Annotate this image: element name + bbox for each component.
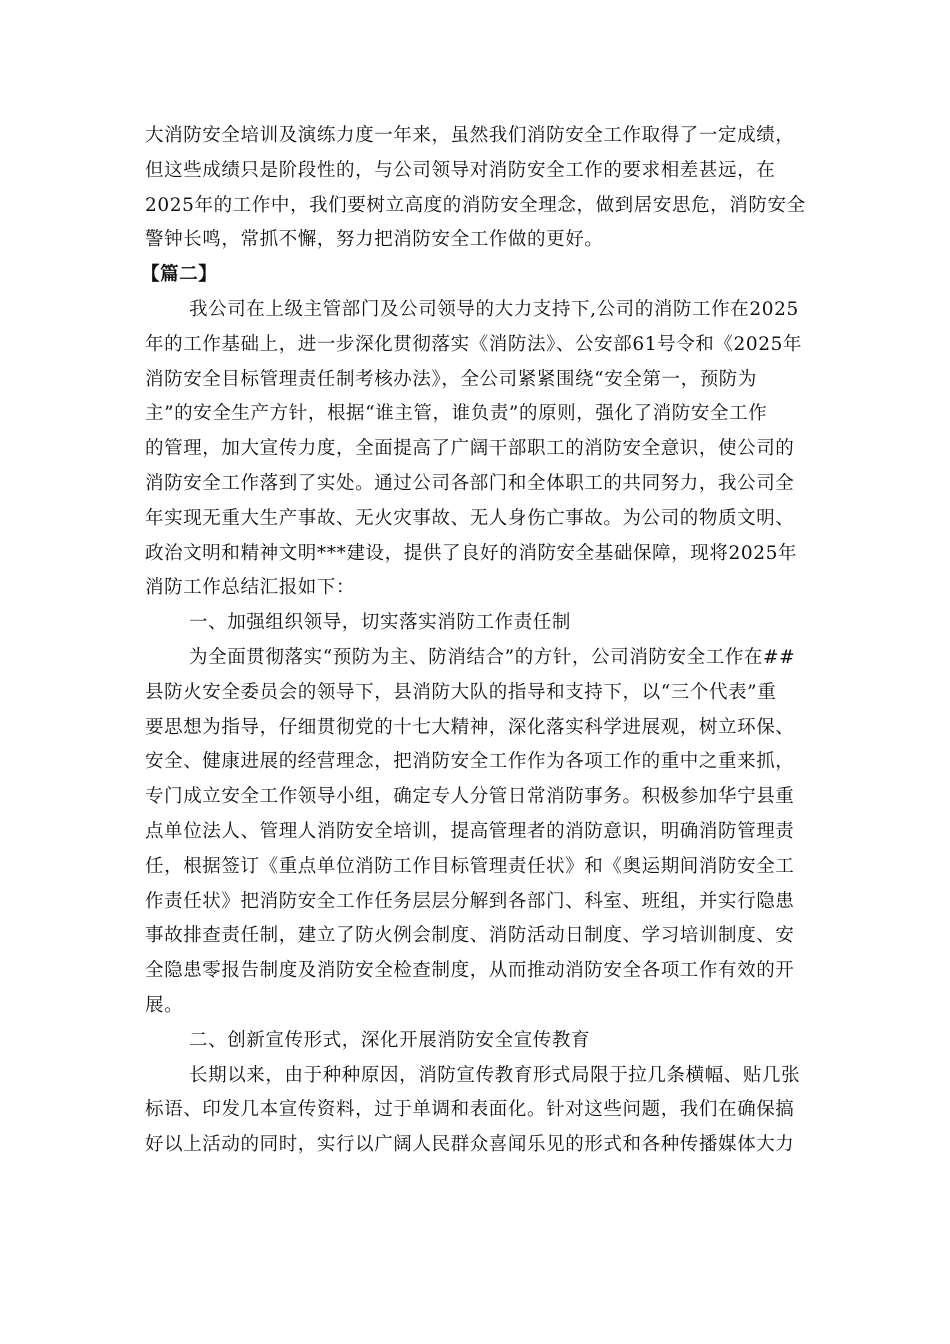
text-line: 年的工作基础上，进一步深化贯彻落实《消防法》、公安部61号令和《2025年	[145, 333, 803, 355]
text-line: 消防安全目标管理责任制考核办法》，全公司紧紧围绕“安全第一，预防为	[145, 368, 758, 390]
text-line: 任，根据签订《重点单位消防工作目标管理责任状》和《奥运期间消防安全工	[145, 855, 795, 877]
text-line: 作责任状》把消防安全工作任务层层分解到各部门、科室、班组，并实行隐患	[145, 890, 795, 912]
text-line: 消防安全工作落到了实处。通过公司各部门和全体职工的共同努力，我公司全	[145, 472, 795, 494]
document-body	[141, 119, 807, 1163]
text-line: 二、创新宣传形式，深化开展消防安全宣传教育	[189, 1029, 591, 1051]
text-line: 2025年的工作中，我们要树立高度的消防安全理念，做到居安思危，消防安全	[145, 194, 806, 216]
text-line: 为全面贯彻落实“预防为主、防消结合”的方针，公司消防安全工作在##	[189, 646, 796, 668]
text-line: 的管理，加大宣传力度，全面提高了广阔干部职工的消防安全意识，使公司的	[145, 438, 795, 460]
text-line: 好以上活动的同时，实行以广阔人民群众喜闻乐见的形式和各种传播媒体大力	[145, 1134, 795, 1156]
text-line: 消防工作总结汇报如下：	[145, 577, 356, 599]
text-line: 标语、印发几本宣传资料，过于单调和表面化。针对这些问题，我们在确保搞	[145, 1099, 795, 1121]
text-line: 一、加强组织领导，切实落实消防工作责任制	[189, 612, 572, 634]
text-line: 县防火安全委员会的领导下，县消防大队的指导和支持下，以“三个代表”重	[145, 681, 777, 703]
text-line: 长期以来，由于种种原因，消防宣传教育形式局限于拉几条横幅、贴几张	[189, 1064, 801, 1086]
text-line: 但这些成绩只是阶段性的，与公司领导对消防安全工作的要求相差甚远，在	[145, 159, 776, 181]
text-line: 点单位法人、管理人消防安全培训，提高管理者的消防意识，明确消防管理责	[145, 820, 795, 842]
text-line: 警钟长鸣，常抓不懈，努力把消防安全工作做的更好。	[145, 229, 604, 251]
text-line: 安全、健康进展的经营理念，把消防安全工作作为各项工作的重中之重来抓，	[145, 751, 795, 773]
text-line: 大消防安全培训及演练力度一年来，虽然我们消防安全工作取得了一定成绩，	[145, 125, 795, 146]
section-heading: 【篇二】	[141, 264, 218, 286]
text-line: 事故排查责任制，建立了防火例会制度、消防活动日制度、学习培训制度、安	[145, 925, 795, 947]
text-line: 全隐患零报告制度及消防安全检查制度，从而推动消防安全各项工作有效的开	[145, 960, 795, 982]
text-line: 政治文明和精神文明***建设，提供了良好的消防安全基础保障，现将2025年	[145, 542, 798, 564]
text-line: 年实现无重大生产事故、无火灾事故、无人身伤亡事故。为公司的物质文明、	[145, 507, 795, 529]
text-line: 要思想为指导，仔细贯彻党的十七大精神，深化落实科学进展观，树立环保、	[145, 716, 795, 738]
text-line: 我公司在上级主管部门及公司领导的大力支持下,公司的消防工作在2025	[189, 298, 799, 320]
text-line: 展。	[145, 994, 184, 1016]
text-line: 专门成立安全工作领导小组，确定专人分管日常消防事务。积极参加华宁县重	[145, 786, 795, 808]
text-line: 主”的安全生产方针，根据“谁主管，谁负责”的原则，强化了消防安全工作	[145, 403, 768, 425]
